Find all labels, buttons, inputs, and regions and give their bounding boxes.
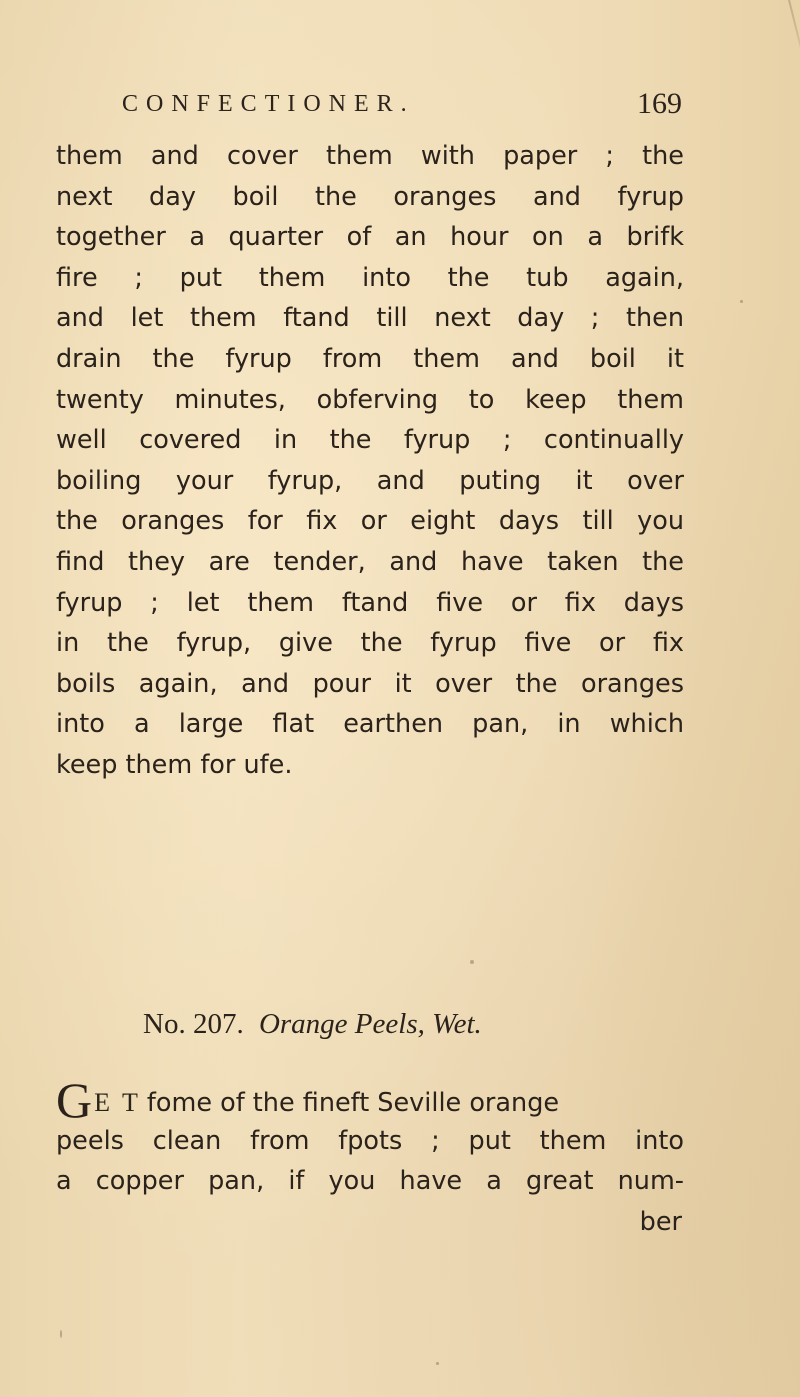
paper-speck: [740, 300, 743, 303]
paper-speck: [470, 960, 474, 964]
body-line: them and cover them with paper ; the: [56, 141, 684, 171]
body-line: boils again, and pour it over the oranges: [56, 668, 684, 699]
body-line: next day boil the oranges and fyrup: [56, 181, 684, 212]
page-header: [122, 84, 682, 124]
running-title: CONFECTIONER.: [122, 91, 415, 117]
body-line: fire ; put them into the tub again,: [56, 262, 684, 293]
paper-speck: [60, 1330, 62, 1338]
body-line: twenty minutes, obferving to keep them: [56, 384, 684, 415]
body-line: the oranges for fix or eight days till you: [56, 506, 684, 537]
page-number: 169: [637, 87, 682, 120]
body-line: in the fyrup, give the fyrup five or fix: [56, 628, 684, 659]
first-word-rest: E T: [94, 1088, 141, 1117]
body-line: fyrup ; let them ftand five or fix days: [56, 587, 684, 618]
paper-speck: [436, 1362, 439, 1365]
drop-cap: G: [56, 1072, 93, 1128]
page-fold-shadow: [788, 0, 800, 78]
recipe-number: No. 207.: [143, 1008, 244, 1040]
body-line: drain the fyrup from them and boil it: [56, 343, 684, 374]
recipe-line: a copper pan, if you have a great num-: [56, 1166, 684, 1197]
first-line-rest: fome of the fineft Seville orange: [146, 1088, 560, 1118]
body-line: boiling your fyrup, and puting it over: [56, 465, 684, 496]
body-line: find they are tender, and have taken the: [56, 546, 684, 577]
recipe-heading: [143, 1003, 482, 1045]
recipe-line: peels clean from fpots ; put them into: [56, 1125, 684, 1156]
body-line: and let them ftand till next day ; then: [56, 303, 684, 334]
recipe-first-line: [56, 1072, 684, 1128]
recipe-title: Orange Peels, Wet.: [258, 1008, 482, 1040]
body-line: keep them for ufe.: [56, 749, 293, 780]
recipe-body: [56, 1072, 684, 1242]
body-line: together a quarter of an hour on a brifk: [56, 222, 684, 253]
body-text: [56, 136, 684, 786]
body-line: into a large flat earthen pan, in which: [56, 709, 684, 740]
catchword: ber: [639, 1206, 682, 1237]
body-line: well covered in the fyrup ; continually: [56, 425, 684, 456]
